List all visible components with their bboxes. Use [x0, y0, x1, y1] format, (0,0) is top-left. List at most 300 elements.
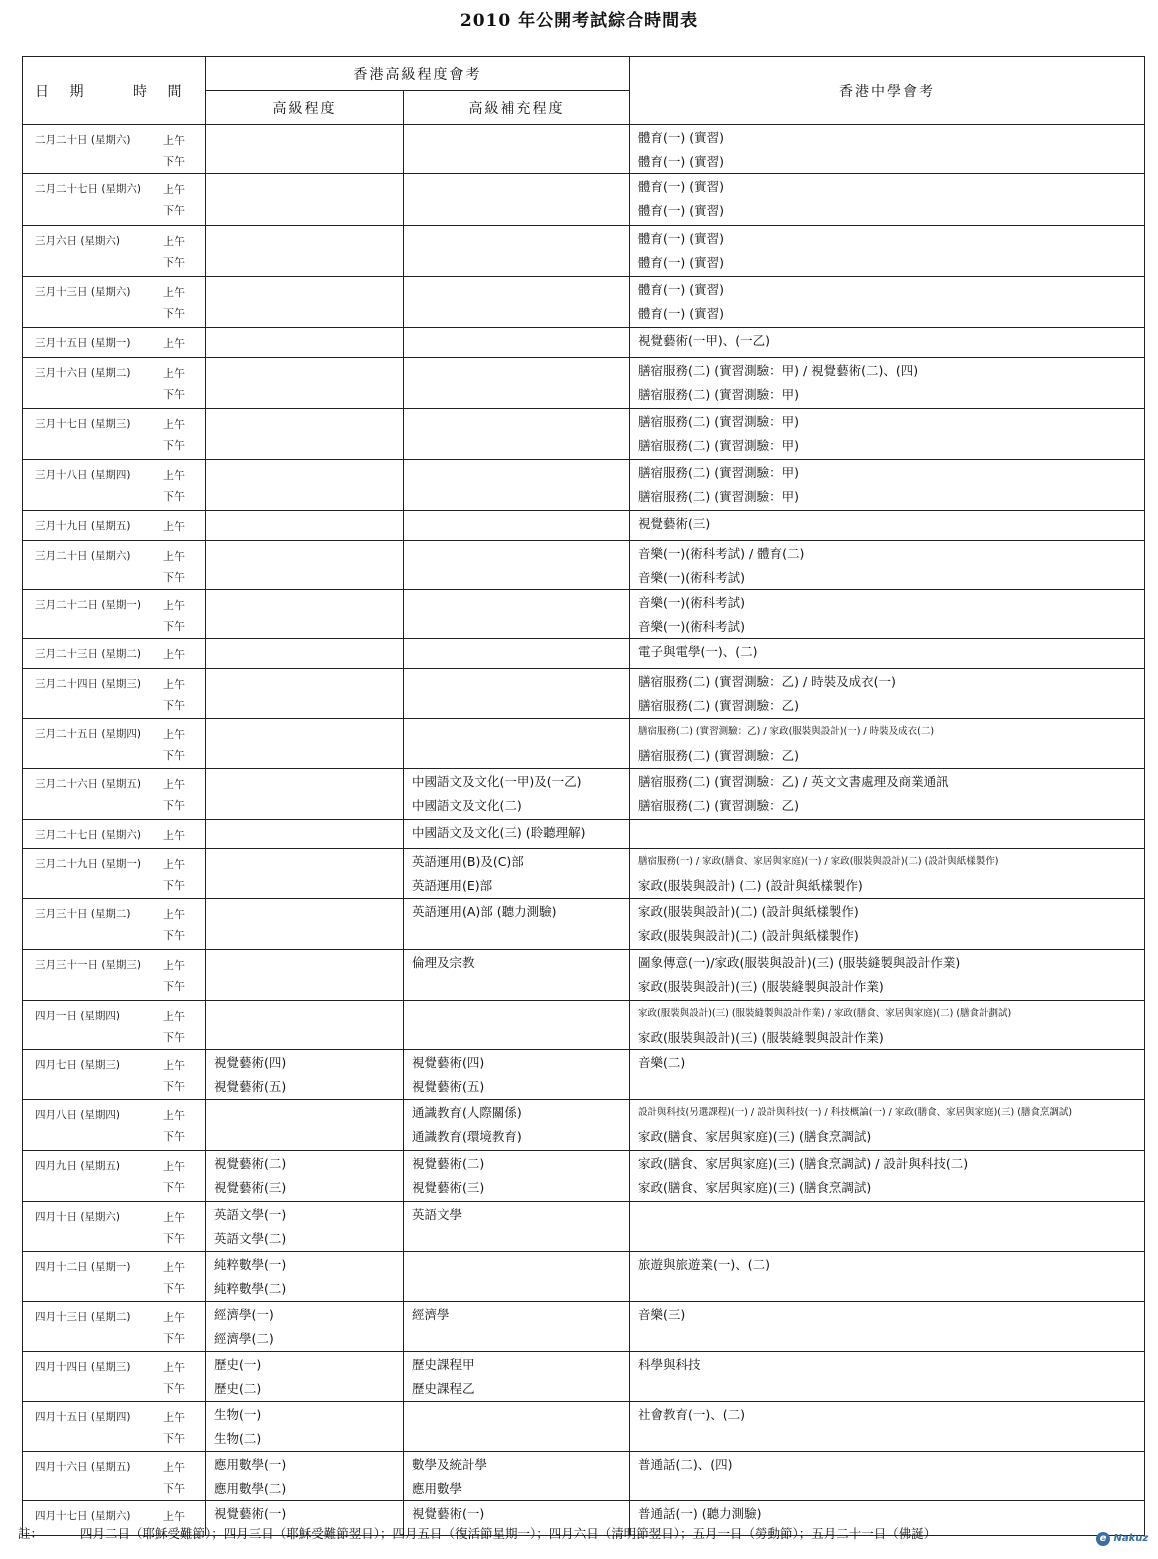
cee-cell [630, 328, 1145, 358]
al-cell [206, 1001, 404, 1050]
session-pm: 下午 [163, 1181, 185, 1194]
session-am: 上午 [163, 858, 185, 871]
subject-line: 體育(一) (實習) [638, 255, 724, 270]
subject-line: 膳宿服務(一) / 家政(膳食、家居與家庭)(一) / 家政(服裝與設計)(二) (設計與紙樣製作) [638, 856, 999, 867]
table-row [23, 1352, 1145, 1402]
exam-date: 二月二十七日 (星期六) [35, 183, 142, 195]
logo-icon: e [1096, 1532, 1110, 1546]
as-cell [404, 1302, 630, 1352]
al-cell [206, 1252, 404, 1302]
date-cell [23, 1252, 206, 1302]
session-am: 上午 [163, 678, 185, 691]
cee-cell [630, 1252, 1145, 1302]
exam-date: 三月二十四日 (星期三) [35, 678, 142, 690]
al-cell [206, 820, 404, 849]
subject-line: 家政(膳食、家居與家庭)(三) (膳食烹調試) / 設計與科技(二) [638, 1156, 969, 1171]
date-cell [23, 590, 206, 639]
as-cell [404, 1402, 630, 1452]
subject-line: 音樂(一)(術科考試) / 體育(二) [638, 546, 805, 561]
session-am: 上午 [163, 286, 185, 299]
session-am: 上午 [163, 469, 185, 482]
subject-line: 膳宿服務(二) (實習測驗：甲) [638, 489, 799, 504]
al-header: 高級程度 [206, 91, 404, 125]
date-cell [23, 769, 206, 820]
as-cell [404, 460, 630, 511]
as-cell [404, 899, 630, 950]
al-cell [206, 1050, 404, 1100]
cee-cell [630, 1001, 1145, 1050]
session-pm: 下午 [163, 1232, 185, 1245]
as-cell [404, 328, 630, 358]
subject-line: 應用數學 [412, 1481, 463, 1496]
exam-date: 四月十二日 (星期一) [35, 1261, 131, 1273]
cee-cell [630, 174, 1145, 226]
subject-line: 體育(一) (實習) [638, 231, 724, 246]
cee-cell [630, 277, 1145, 328]
al-cell [206, 1452, 404, 1501]
date-cell [23, 541, 206, 590]
subject-line: 家政(服裝與設計)(三) (服裝縫製與設計作業) [638, 979, 884, 994]
subject-line: 視覺藝術(四) [214, 1055, 287, 1070]
session-pm: 下午 [163, 155, 185, 168]
session-am: 上午 [163, 1109, 185, 1122]
session-am: 上午 [163, 1411, 185, 1424]
al-cell [206, 1100, 404, 1151]
exam-date: 三月十九日 (星期五) [35, 520, 131, 532]
session-pm: 下午 [163, 439, 185, 452]
subject-line: 視覺藝術(五) [214, 1079, 287, 1094]
table-row [23, 849, 1145, 899]
exam-date: 四月一日 (星期四) [35, 1010, 121, 1022]
subject-line: 視覺藝術(三) [412, 1180, 485, 1195]
as-cell [404, 1050, 630, 1100]
subject-line: 音樂(一)(術科考試) [638, 595, 746, 610]
session-am: 上午 [163, 1510, 185, 1523]
cee-cell [630, 125, 1145, 174]
session-am: 上午 [163, 648, 185, 661]
page-title: 2010 年公開考試綜合時間表 [459, 11, 699, 31]
subject-line: 家政(服裝與設計)(三) (服裝縫製與設計作業) [638, 1030, 884, 1045]
subject-line: 中國語文及文化(一甲)及(一乙) [412, 774, 582, 789]
date-header: 日 期 [35, 84, 92, 100]
subject-line: 音樂(二) [638, 1055, 686, 1070]
date-cell [23, 849, 206, 899]
al-cell [206, 125, 404, 174]
session-am: 上午 [163, 1361, 185, 1374]
as-cell [404, 590, 630, 639]
subject-line: 膳宿服務(二) (實習測驗：乙) / 英文文書處理及商業通訊 [638, 774, 949, 789]
table-row [23, 1001, 1145, 1050]
cee-cell [630, 1100, 1145, 1151]
table-row [23, 1202, 1145, 1252]
al-cell [206, 1352, 404, 1402]
as-cell [404, 639, 630, 669]
subject-line: 膳宿服務(二) (實習測驗：乙) / 時裝及成衣(一) [638, 674, 896, 689]
cee-cell [630, 849, 1145, 899]
footnote [18, 1524, 936, 1542]
subject-line: 英語運用(E)部 [412, 878, 493, 893]
table-row [23, 328, 1145, 358]
as-cell [404, 1252, 630, 1302]
table-row [23, 769, 1145, 820]
session-am: 上午 [163, 959, 185, 972]
cee-cell [630, 1452, 1145, 1501]
al-cell [206, 1402, 404, 1452]
subject-line: 電子與電學(一)、(二) [638, 644, 758, 659]
cee-cell [630, 590, 1145, 639]
cee-cell [630, 820, 1145, 849]
exam-date: 三月二十二日 (星期一) [35, 599, 142, 611]
date-cell [23, 899, 206, 950]
subject-line: 家政(服裝與設計) (二) (設計與紙樣製作) [638, 878, 863, 893]
subject-line: 中國語文及文化(二) [412, 798, 522, 813]
subject-line: 純粹數學(二) [214, 1281, 287, 1296]
subject-line: 體育(一) (實習) [638, 179, 724, 194]
al-cell [206, 460, 404, 511]
session-pm: 下午 [163, 204, 185, 217]
cee-cell [630, 950, 1145, 1001]
subject-line: 視覺藝術(二) [214, 1156, 287, 1171]
session-am: 上午 [163, 1160, 185, 1173]
subject-line: 膳宿服務(二) (實習測驗：甲) / 視覺藝術(二)、(四) [638, 363, 919, 378]
date-cell [23, 950, 206, 1001]
date-cell [23, 1001, 206, 1050]
subject-line: 歷史課程甲 [412, 1357, 475, 1372]
subject-line: 視覺藝術(三) [638, 516, 711, 531]
table-row [23, 125, 1145, 174]
exam-date: 三月十五日 (星期一) [35, 337, 131, 349]
as-cell [404, 719, 630, 769]
date-cell [23, 1151, 206, 1202]
session-am: 上午 [163, 1461, 185, 1474]
as-cell [404, 849, 630, 899]
as-cell [404, 511, 630, 541]
as-cell [404, 1001, 630, 1050]
as-cell [404, 1151, 630, 1202]
table-row [23, 820, 1145, 849]
table-row [23, 1452, 1145, 1501]
exam-date: 三月二十六日 (星期五) [35, 778, 142, 790]
date-cell [23, 1202, 206, 1252]
cee-cell [630, 358, 1145, 409]
subject-line: 膳宿服務(二) (實習測驗：甲) [638, 438, 799, 453]
date-cell [23, 277, 206, 328]
as-cell [404, 358, 630, 409]
subject-line: 歷史(二) [214, 1381, 262, 1396]
cee-cell [630, 460, 1145, 511]
date-cell [23, 1100, 206, 1151]
table-row [23, 277, 1145, 328]
exam-date: 三月三十日 (星期二) [35, 908, 131, 920]
session-am: 上午 [163, 183, 185, 196]
date-cell [23, 820, 206, 849]
table-row [23, 226, 1145, 277]
subject-line: 家政(服裝與設計)(二) (設計與紙樣製作) [638, 904, 859, 919]
subject-line: 視覺藝術(二) [412, 1156, 485, 1171]
al-cell [206, 358, 404, 409]
subject-line: 體育(一) (實習) [638, 203, 724, 218]
date-cell [23, 328, 206, 358]
subject-line: 經濟學(二) [214, 1331, 274, 1346]
session-pm: 下午 [163, 1382, 185, 1395]
subject-line: 體育(一) (實習) [638, 282, 724, 297]
as-cell [404, 409, 630, 460]
al-cell [206, 639, 404, 669]
date-cell [23, 511, 206, 541]
exam-date: 三月二十日 (星期六) [35, 550, 131, 562]
date-cell [23, 409, 206, 460]
al-cell [206, 1302, 404, 1352]
session-am: 上午 [163, 337, 185, 350]
date-cell [23, 125, 206, 174]
table-row [23, 460, 1145, 511]
subject-line: 生物(二) [214, 1431, 262, 1446]
session-pm: 下午 [163, 980, 185, 993]
subject-line: 膳宿服務(二) (實習測驗：乙) [638, 698, 799, 713]
date-cell [23, 1302, 206, 1352]
cee-cell [630, 769, 1145, 820]
table-row [23, 1151, 1145, 1202]
session-am: 上午 [163, 367, 185, 380]
date-cell [23, 1050, 206, 1100]
subject-line: 視覺藝術(三) [214, 1180, 287, 1195]
subject-line: 音樂(一)(術科考試) [638, 619, 746, 634]
date-cell [23, 639, 206, 669]
as-cell [404, 174, 630, 226]
subject-line: 普通話(一) (聽力測驗) [638, 1506, 762, 1521]
session-am: 上午 [163, 1211, 185, 1224]
date-cell [23, 174, 206, 226]
subject-line: 家政(膳食、家居與家庭)(三) (膳食烹調試) [638, 1129, 872, 1144]
cee-cell [630, 639, 1145, 669]
cee-cell [630, 226, 1145, 277]
table-row [23, 541, 1145, 590]
al-cell [206, 590, 404, 639]
al-cell [206, 719, 404, 769]
subject-line: 視覺藝術(一) [214, 1506, 287, 1521]
date-time-header [23, 57, 206, 125]
subject-line: 膳宿服務(二) (實習測驗：甲) [638, 387, 799, 402]
subject-line: 視覺藝術(一甲)、(一乙) [638, 333, 771, 348]
as-cell [404, 769, 630, 820]
al-cell [206, 409, 404, 460]
session-pm: 下午 [163, 307, 185, 320]
al-cell [206, 541, 404, 590]
exam-timetable [22, 56, 1145, 1536]
table-row [23, 1302, 1145, 1352]
table-row [23, 950, 1145, 1001]
session-pm: 下午 [163, 388, 185, 401]
subject-line: 膳宿服務(二) (實習測驗：乙) [638, 798, 799, 813]
subject-line: 旅遊與旅遊業(一)、(二) [638, 1257, 771, 1272]
session-am: 上午 [163, 550, 185, 563]
session-am: 上午 [163, 1261, 185, 1274]
subject-line: 家政(服裝與設計)(二) (設計與紙樣製作) [638, 928, 859, 943]
subject-line: 經濟學(一) [214, 1307, 274, 1322]
exam-date: 四月十五日 (星期四) [35, 1411, 131, 1423]
table-row [23, 719, 1145, 769]
session-pm: 下午 [163, 1130, 185, 1143]
subject-line: 通識教育(人際關係) [412, 1105, 522, 1120]
as-cell [404, 541, 630, 590]
session-am: 上午 [163, 908, 185, 921]
subject-line: 英語文學(一) [214, 1207, 287, 1222]
subject-line: 體育(一) (實習) [638, 130, 724, 145]
exam-date: 三月十八日 (星期四) [35, 469, 131, 481]
subject-line: 歷史(一) [214, 1357, 262, 1372]
cee-cell [630, 409, 1145, 460]
exam-date: 三月六日 (星期六) [35, 235, 121, 247]
subject-line: 純粹數學(一) [214, 1257, 287, 1272]
al-cell [206, 328, 404, 358]
al-cell [206, 669, 404, 719]
subject-line: 視覺藝術(一) [412, 1506, 485, 1521]
exam-date: 三月十三日 (星期六) [35, 286, 131, 298]
exam-date: 四月十日 (星期六) [35, 1211, 121, 1223]
session-pm: 下午 [163, 699, 185, 712]
exam-date: 三月三十一日 (星期三) [35, 959, 142, 971]
table-row [23, 174, 1145, 226]
subject-line: 音樂(一)(術科考試) [638, 570, 746, 585]
session-pm: 下午 [163, 1282, 185, 1295]
al-cell [206, 226, 404, 277]
session-pm: 下午 [163, 1482, 185, 1495]
session-pm: 下午 [163, 1080, 185, 1093]
session-am: 上午 [163, 235, 185, 248]
as-cell [404, 1202, 630, 1252]
exam-date: 三月十六日 (星期二) [35, 367, 131, 379]
cee-cell [630, 899, 1145, 950]
subject-line: 英語文學 [412, 1207, 463, 1222]
as-cell [404, 820, 630, 849]
al-cell [206, 950, 404, 1001]
subject-line: 通識教育(環境教育) [412, 1129, 522, 1144]
subject-line: 體育(一) (實習) [638, 306, 724, 321]
al-cell [206, 769, 404, 820]
session-pm: 下午 [163, 1432, 185, 1445]
cee-cell [630, 1352, 1145, 1402]
exam-date: 四月十三日 (星期二) [35, 1311, 131, 1323]
session-pm: 下午 [163, 879, 185, 892]
subject-line: 數學及統計學 [412, 1457, 488, 1472]
al-cell [206, 174, 404, 226]
cee-cell [630, 1151, 1145, 1202]
as-cell [404, 1452, 630, 1501]
subject-line: 設計與科技(另選課程)(一) / 設計與科技(一) / 科技概論(一) / 家政(膳食、家居與家庭)(三) (膳食烹調試) [638, 1107, 1073, 1118]
table-row [23, 511, 1145, 541]
session-pm: 下午 [163, 256, 185, 269]
session-am: 上午 [163, 829, 185, 842]
exam-date: 三月二十三日 (星期二) [35, 648, 142, 660]
exam-date: 四月八日 (星期四) [35, 1109, 121, 1121]
table-row [23, 669, 1145, 719]
al-cell [206, 899, 404, 950]
exam-date: 三月十七日 (星期三) [35, 418, 131, 430]
subject-line: 英語運用(B)及(C)部 [412, 854, 524, 869]
subject-line: 音樂(三) [638, 1307, 686, 1322]
session-am: 上午 [163, 418, 185, 431]
subject-line: 英語運用(A)部 (聽力測驗) [412, 904, 557, 919]
cee-cell [630, 1050, 1145, 1100]
session-am: 上午 [163, 1059, 185, 1072]
as-cell [404, 226, 630, 277]
subject-line: 體育(一) (實習) [638, 154, 724, 169]
session-am: 上午 [163, 520, 185, 533]
time-header: 時 間 [133, 84, 190, 100]
table-row [23, 1050, 1145, 1100]
cee-cell [630, 1302, 1145, 1352]
exam-date: 四月七日 (星期三) [35, 1059, 121, 1071]
cee-cell [630, 1202, 1145, 1252]
as-cell [404, 950, 630, 1001]
subject-line: 普通話(二)、(四) [638, 1457, 733, 1472]
subject-line: 家政(膳食、家居與家庭)(三) (膳食烹調試) [638, 1180, 872, 1195]
session-pm: 下午 [163, 799, 185, 812]
subject-line: 視覺藝術(五) [412, 1079, 485, 1094]
as-cell [404, 1352, 630, 1402]
subject-line: 歷史課程乙 [412, 1381, 475, 1396]
table-row [23, 358, 1145, 409]
date-cell [23, 358, 206, 409]
cee-cell [630, 719, 1145, 769]
session-pm: 下午 [163, 1031, 185, 1044]
subject-line: 倫理及宗教 [412, 955, 475, 970]
subject-line: 社會教育(一)、(二) [638, 1407, 746, 1422]
subject-line: 生物(一) [214, 1407, 262, 1422]
date-cell [23, 1452, 206, 1501]
exam-date: 四月十四日 (星期三) [35, 1361, 131, 1373]
subject-line: 家政(服裝與設計)(三) (服裝縫製與設計作業) / 家政(膳食、家居與家庭)(二) (膳食計劃試) [638, 1008, 1012, 1019]
cee-cell [630, 541, 1145, 590]
al-cell [206, 511, 404, 541]
al-cell [206, 1202, 404, 1252]
table-row [23, 409, 1145, 460]
table-row [23, 590, 1145, 639]
session-pm: 下午 [163, 490, 185, 503]
exam-date: 三月二十七日 (星期六) [35, 829, 142, 841]
as-cell [404, 669, 630, 719]
subject-line: 視覺藝術(四) [412, 1055, 485, 1070]
date-cell [23, 1402, 206, 1452]
cee-cell [630, 511, 1145, 541]
footnote-label: 註： [18, 1526, 44, 1541]
as-cell [404, 125, 630, 174]
exam-date: 四月十六日 (星期五) [35, 1461, 131, 1473]
exam-date: 三月二十五日 (星期四) [35, 728, 142, 740]
session-am: 上午 [163, 1311, 185, 1324]
as-header: 高級補充程度 [404, 91, 630, 125]
session-pm: 下午 [163, 749, 185, 762]
table-row [23, 639, 1145, 669]
al-cell [206, 849, 404, 899]
subject-line: 膳宿服務(二) (實習測驗：乙) [638, 748, 799, 763]
table-row [23, 1402, 1145, 1452]
subject-line: 膳宿服務(二) (實習測驗：乙) / 家政(服裝與設計)(一) / 時裝及成衣(二) [638, 726, 935, 737]
as-cell [404, 1100, 630, 1151]
session-pm: 下午 [163, 929, 185, 942]
date-cell [23, 460, 206, 511]
table-row [23, 1252, 1145, 1302]
subject-line: 科學與科技 [638, 1357, 701, 1372]
subject-line: 應用數學(一) [214, 1457, 287, 1472]
table-row [23, 1100, 1145, 1151]
session-am: 上午 [163, 778, 185, 791]
cee-cell [630, 1402, 1145, 1452]
session-am: 上午 [163, 134, 185, 147]
session-pm: 下午 [163, 571, 185, 584]
subject-line: 圖象傳意(一)/家政(服裝與設計)(三) (服裝縫製與設計作業) [638, 955, 961, 970]
date-cell [23, 1352, 206, 1402]
